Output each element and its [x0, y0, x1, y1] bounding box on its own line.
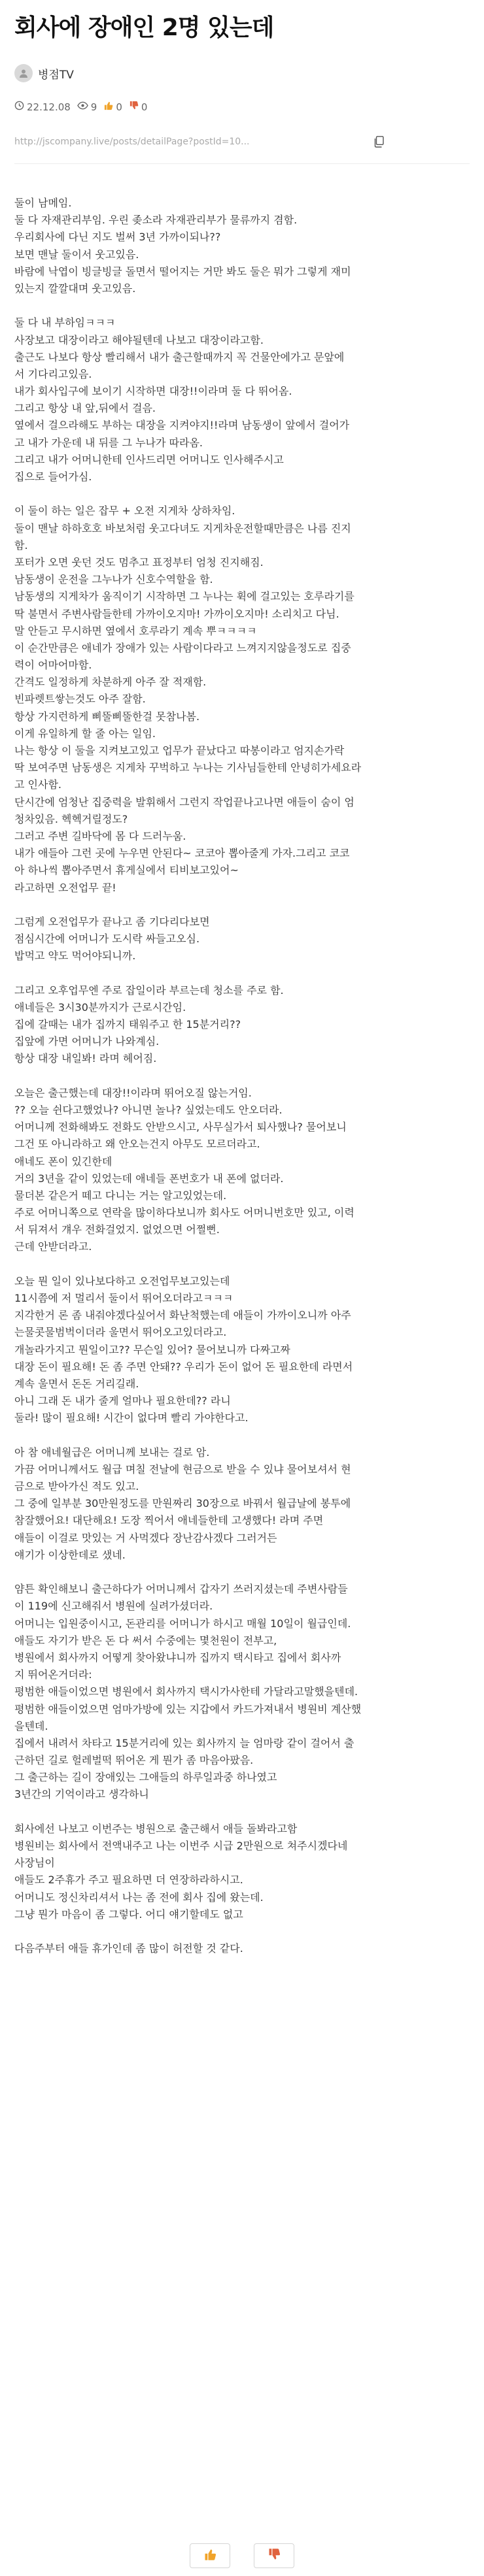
body-line: 둘이 남메임.	[14, 197, 72, 209]
body-line: 남동생의 지게차가 움직이기 시작하면 그 누나는 휙에 걸고있는 호루라기를	[14, 590, 354, 603]
body-line: 둘 다 자재관리부임. 우린 좆소라 자재관리부가 물류까지 겸함.	[14, 214, 298, 227]
body-line: 있는지 깔깔대며 웃고있음.	[14, 282, 136, 295]
body-line: 점심시간에 어머니가 도시락 싸들고오심.	[14, 933, 200, 946]
post-url-row	[14, 131, 387, 153]
body-line: 나는 항상 이 둘을 지켜보고있고 업무가 끝났다고 따봉이라고 엄지손가락	[14, 744, 345, 757]
body-line: 보면 맨날 둘이서 웃고있음.	[14, 248, 139, 261]
paragraph-gap	[14, 1427, 472, 1444]
header-divider	[14, 163, 470, 164]
body-line: 단시간에 엄청난 집중력을 발휘해서 그런지 작업끝나고나면 애들이 숨이 엄	[14, 795, 354, 808]
body-line: 병원에서 회사까지 어떻게 찾아왔냐니까 집까지 택시타고 집에서 회사까	[14, 1651, 341, 1664]
body-line: 밥먹고 약도 먹어야되니까.	[14, 949, 136, 963]
body-line: 을텐데.	[14, 1719, 48, 1732]
body-line: 내가 애들아 그런 곳에 누우면 안된다~ 코코아 뽑아줄게 가자.그리고 코코	[14, 847, 350, 860]
like-count	[103, 101, 122, 113]
body-line: 그 출근하는 길이 장애있는 그애들의 하루일과중 하나였고	[14, 1771, 277, 1784]
body-line: 바람에 낙엽이 빙글빙글 돌면서 떨어지는 거만 봐도 둘은 뭐가 그렇게 재미	[14, 265, 351, 278]
body-line: 출근도 나보다 항상 빨리해서 내가 출근할때까지 꼭 건물안에가고 문앞에	[14, 350, 345, 363]
paragraph-gap	[14, 897, 472, 914]
body-line: 빈파렛트쌓는것도 아주 잘함.	[14, 693, 146, 706]
body-line: 근데 안받더라고.	[14, 1240, 92, 1253]
body-line: 물더본 같은거 떼고 다니는 거는 알고있었는데.	[14, 1189, 227, 1202]
body-line: 사장보고 대장이라고 해야될텐데 나보고 대장이라고함.	[14, 333, 264, 346]
body-line: 그리고 항상 내 앞,뒤에서 걸음.	[14, 402, 156, 415]
body-line: 포터가 오면 웃던 것도 멈추고 표정부터 엄청 진지해짐.	[14, 555, 264, 569]
copy-icon[interactable]	[370, 133, 387, 150]
body-line: 애들도 자기가 받은 돈 다 써서 수중에는 몇천원이 전부고,	[14, 1634, 277, 1647]
author-name[interactable]: 병점TV	[38, 68, 74, 82]
body-line: 함.	[14, 538, 28, 552]
body-line: 라고하면 오전업무 끝!	[14, 881, 116, 894]
eye-icon	[77, 101, 91, 113]
body-line: 딱 불면서 주변사람들한테 가까이오지마! 가까이오지마! 소리치고 다님.	[14, 607, 339, 620]
body-line: 이 둘이 하는 일은 잡무 + 오전 지게차 상하차임.	[14, 504, 235, 518]
paragraph-gap	[14, 1923, 472, 1940]
dislike-count	[129, 101, 148, 113]
body-line: 청차있음. 헥헥거릴정도?	[14, 812, 128, 825]
body-line: 우리회사에 다닌 지도 벌써 3년 가까이되나??	[14, 231, 221, 244]
body-line: 는물콧물범벅이더라 울면서 뛰어오고있더라고.	[14, 1326, 227, 1339]
thumbs-down-icon	[268, 2548, 281, 2564]
body-line: 그리고 내가 어머니한테 인사드리면 어머니도 인사해주시고	[14, 453, 284, 466]
body-line: 내가 회사입구에 보이기 시작하면 대장!!이라며 둘 다 뛰어옴.	[14, 385, 292, 398]
body-line: 3년간의 기억이라고 생각하니	[14, 1788, 149, 1801]
body-line: 애들도 2주휴가 주고 필요하면 더 연장하라하시고.	[14, 1874, 243, 1887]
thumbs-up-icon	[203, 2548, 216, 2564]
body-line: 집에서 내려서 차타고 15분거리에 있는 회사까지 늘 엄마랑 같이 걸어서 출	[14, 1736, 354, 1749]
paragraph-gap	[14, 486, 472, 503]
body-line: 지 뛰어온거더라:	[14, 1668, 92, 1681]
body-line: ?? 오늘 쉰다고했었나? 아니면 놀나? 싶었는데도 안오더라.	[14, 1103, 283, 1116]
body-line: 병원비는 회사에서 전액내주고 나는 이번주 시급 2만원으로 쳐주시겠다네	[14, 1840, 348, 1852]
dislike-button[interactable]	[254, 2543, 294, 2568]
body-line: 그럼게 오전업무가 끝나고 좀 기다리다보면	[14, 915, 210, 928]
body-line: 말 안듣고 무시하면 옆에서 호루라기 계속 뿌ㅋㅋㅋㅋ	[14, 624, 257, 637]
clock-icon	[14, 101, 27, 113]
body-line: 아 참 애네월급은 어머니께 보내는 걸로 암.	[14, 1445, 210, 1459]
body-line: 어머니는 입원중이시고, 돈관리를 어머니가 하시고 매월 10일이 월급인데.	[14, 1617, 351, 1630]
body-line: 그 중에 일부분 30만원정도를 만원짜리 30장으로 바꿔서 월급날에 봉투에	[14, 1497, 351, 1510]
body-line: 11시쯤에 저 멀리서 둘이서 뛰어오더라고ㅋㅋㅋ	[14, 1292, 233, 1304]
body-line: 그건 또 아니라하고 왜 안오는건지 아무도 모르더라고.	[14, 1138, 260, 1151]
body-line: 집으로 들어가심.	[14, 471, 92, 483]
body-line: 서 기다리고있음.	[14, 367, 92, 380]
body-line: 옆에서 걸으라해도 부하는 대장을 지켜야지!!라며 남동생이 앞에서 걸어가	[14, 419, 350, 432]
paragraph-gap	[14, 1068, 472, 1085]
body-line: 서 뒤져서 걔우 전화걸었지. 없었으면 어쩔뻔.	[14, 1223, 220, 1236]
body-line: 력이 어마어마함.	[14, 659, 92, 672]
body-line: 개놀라가지고 뭔일이고?? 무슨일 있어? 물어보니까 다짜고짜	[14, 1343, 290, 1356]
body-line: 근하던 길로 헐레벌떡 뛰어온 게 뭔가 좀 마음아팠음.	[14, 1754, 254, 1767]
body-line: 애네도 폰이 있긴한데	[14, 1155, 112, 1168]
body-line: 항상 대장 내일봐! 라며 헤어짐.	[14, 1052, 157, 1065]
body-line: 얌튼 확인해보니 출근하다가 어머니께서 갑자기 쓰러지셨는데 주변사람들	[14, 1583, 348, 1596]
date-text: 22.12.08	[27, 101, 71, 113]
post-url[interactable]: http://jscompany.live/posts/detailPage?postId=10...	[14, 137, 250, 147]
body-line: 그러고 주변 길바닥에 몸 다 드러누움.	[14, 829, 186, 842]
paragraph-gap	[14, 1256, 472, 1273]
body-line: 이 119에 신고해줘서 병원에 실려가셨더라.	[14, 1600, 213, 1613]
body-line: 항상 가지런하게 삐뚤삐뚤한걸 못참나봄.	[14, 710, 200, 723]
body-line: 이게 유일하게 할 줄 아는 일임.	[14, 727, 156, 740]
body-line: 둘 다 내 부하임ㅋㅋㅋ	[14, 316, 116, 329]
body-line: 고 내가 가운데 내 뒤를 그 누나가 따라옴.	[14, 436, 203, 449]
dislikes-text: 0	[141, 101, 148, 113]
body-line: 아니 그래 돈 내가 줄게 얼마나 필요한데?? 라니	[14, 1395, 231, 1408]
body-line: 간격도 일정하게 차분하게 아주 잘 적재함.	[14, 676, 207, 689]
body-line: 둘이 맨날 하하호호 바보처럼 웃고다녀도 지게차운전할때만큼은 나름 진지	[14, 521, 351, 535]
body-line: 가끔 어머니께서도 월급 며칠 전날에 현금으로 받을 수 있냐 물어보셔서 현	[14, 1462, 351, 1476]
paragraph-gap	[14, 1564, 472, 1581]
body-line: 집에 갈때는 내가 집까지 태워주고 한 15분거리??	[14, 1018, 241, 1031]
body-line: 얘기가 이상한데로 샜네.	[14, 1548, 126, 1561]
paragraph-gap	[14, 1804, 472, 1821]
body-line: 어머니께 전화해봐도 전화도 안받으시고, 사무실가서 퇴사했나? 물어보니	[14, 1121, 347, 1134]
body-line: 딱 보여주면 남동생은 지게차 꾸벅하고 누나는 기사님들한테 안녕히가세요라	[14, 761, 362, 774]
body-line: 회사에선 나보고 이번주는 병원으로 출근해서 애들 돌봐라고함	[14, 1822, 298, 1835]
body-line: 평범한 애들이었으면 병원에서 회사까지 택시가사한테 가달라고말했을텐데.	[14, 1685, 358, 1698]
body-line: 거의 3년을 같이 있었는데 애네들 폰번호가 내 폰에 없더라.	[14, 1172, 284, 1185]
paragraph-gap	[14, 297, 472, 314]
views-text: 9	[90, 101, 97, 113]
body-line: 고 인사함.	[14, 778, 61, 791]
body-line: 사장님이	[14, 1857, 55, 1870]
thumbs-up-icon	[103, 101, 116, 113]
body-line: 아 하나씩 뽑아주면서 휴게실에서 티비보고있어~	[14, 864, 239, 877]
like-button[interactable]	[190, 2543, 230, 2568]
body-line: 집앞에 가면 어머니가 나와계심.	[14, 1035, 160, 1048]
body-line: 남동생이 운전을 그누나가 신호수역할을 함.	[14, 573, 213, 586]
body-line: 애네들은 3시30분까지가 근로시간임.	[14, 1000, 186, 1014]
body-line: 계속 울면서 돈돈 거리길래.	[14, 1377, 139, 1390]
post-body	[14, 195, 472, 1957]
paragraph-gap	[14, 965, 472, 982]
body-line: 그냥 뭔가 마음이 좀 그렇다. 어디 얘기할데도 없고	[14, 1907, 243, 1921]
body-line: 둘라! 많이 필요해! 시간이 없다며 빨리 가야한다고.	[14, 1412, 249, 1425]
body-line: 금으로 받아가신 적도 있고.	[14, 1480, 139, 1493]
body-line: 다음주부터 애들 휴가인데 좀 많이 허전할 것 같다.	[14, 1942, 243, 1955]
body-line: 이 순간만큼은 애네가 장애가 있는 사람이다라고 느껴지지않을정도로 집중	[14, 641, 351, 654]
likes-text: 0	[116, 101, 122, 113]
body-line: 오늘 뭔 일이 있나보다하고 오전업무보고있는데	[14, 1274, 230, 1287]
user-icon	[14, 64, 33, 82]
post-meta	[14, 101, 154, 113]
body-line: 그리고 오후업무엔 주로 잡일이라 부르는데 청소를 주로 함.	[14, 983, 284, 997]
post-date	[14, 101, 71, 113]
body-line: 지각한거 론 좀 내줘야겠다싶어서 화난척했는데 애들이 가까이오니까 아주	[14, 1309, 351, 1322]
vote-buttons	[0, 2543, 484, 2568]
body-line: 오늘은 출근했는데 대장!!이라며 뛰어오질 않는거임.	[14, 1086, 252, 1099]
view-count	[77, 101, 97, 113]
body-line: 애들이 이걸로 맛있는 거 사먹겠다 장난감사겠다 그러거든	[14, 1531, 277, 1544]
body-line: 주로 어머니쪽으로 연락을 많이하다보니까 회사도 어머니번호만 있고, 이력	[14, 1206, 354, 1219]
body-line: 대장 돈이 필요해! 돈 좀 주면 안돼?? 우리가 돈이 없어 돈 필요한데 라면서	[14, 1360, 353, 1373]
body-line: 평범한 애들이었으면 엄마가방에 있는 지갑에서 카드가져내서 병원비 계산했	[14, 1702, 362, 1715]
post-title: 회사에 장애인 2명 있는데	[14, 14, 274, 41]
body-line: 참잘했어요! 대단해요! 도장 찍어서 애네들한테 고생했다! 라며 주면	[14, 1514, 324, 1527]
author-info[interactable]	[14, 64, 74, 82]
body-line: 어머니도 정신차리셔서 나는 좀 전에 회사 집에 왔는데.	[14, 1891, 264, 1904]
thumbs-down-icon	[129, 101, 141, 113]
